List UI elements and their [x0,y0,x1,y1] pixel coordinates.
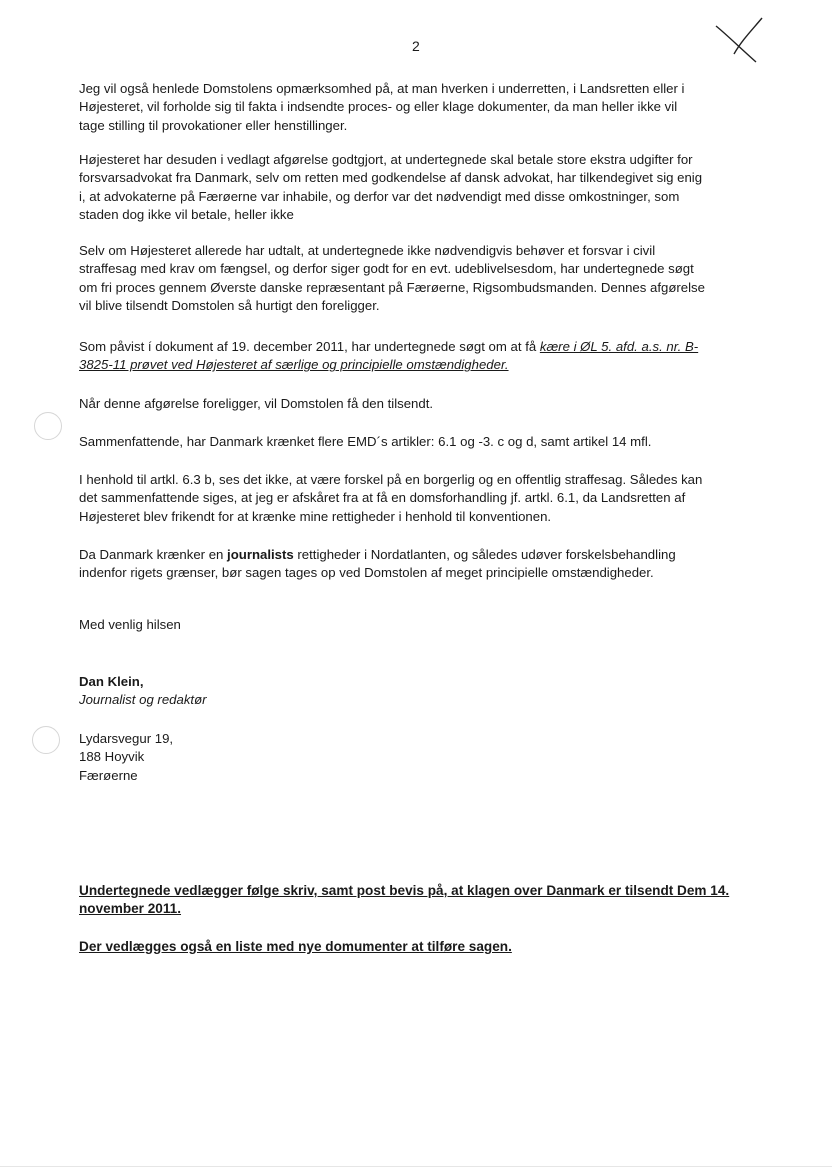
signature-block [79,673,759,710]
page-edge [0,1166,832,1167]
case-reference: kære i ØL 5. afd. a.s. nr. B- [539,339,699,354]
paragraph-1: Jeg vil også henlede Domstolens opmærksomhed på, at man hverken i underretten, i Landsretten eller i Højesteret, vil forholde sig til fakta i indsendte proces- og eller klage dokumenter, da man heller ikke vil tage stilling til provokationer eller henstillinger. [79,81,685,133]
handwritten-x-mark [712,16,768,64]
page-number: 2 [412,38,420,54]
punch-hole-mark [32,726,60,754]
paragraph-6: Sammenfattende, har Danmark krænket flere EMD´s artikler: 6.1 og -3. c og d, samt artikel 14 mfl. [79,434,652,449]
paragraph-4: Som påvist í dokument af 19. december 2011, har undertegnede søgt om at få kære i ØL 5. afd. a.s. nr. B- 3825-11 prøvet ved Højesteret af særlige og principielle omstændigheder. [79,338,759,375]
address-block: Lydarsvegur 19, 188 Hoyvik Færøerne [79,731,174,783]
paragraph-8: Da Danmark krænker en journalists rettigheder i Nordatlanten, og således udøver forskelsbehandling indenfor rigets grænser, bør sagen tages op ved Domstolen af meget principielle omstændigheder. [79,547,676,581]
paragraph-7: I henhold til artkl. 6.3 b, ses det ikke, at være forskel på en borgerlig og en offentlig straffesag. Således kan det sammenfattende siges, at jeg er afskåret fra at få en domsforhandling jf. artkl. 6.1, da Landsretten af Højesteret blev frikendt for at krænke mine rettigheder i henhold til konventionen. [79,472,703,524]
signer-name: Dan Klein, [79,674,144,689]
enclosure-note-2: Der vedlægges også en liste med nye domumenter at tilføre sagen. [79,939,512,954]
paragraph-3: Selv om Højesteret allerede har udtalt, at undertegnede ikke nødvendigvis behøver et forsvar i civil straffesag med krav om fængsel, og derfor siger godt for en evt. udeblivelsesdom, har undertegnede søgt om fri proces gennem Øverste danske repræsentant på Færøerne, Rigsombudsmanden. Dennes afgørelse vil blive tilsendt Domstolen så hurtigt den foreligger. [79,243,705,314]
punch-hole-mark [34,412,62,440]
paragraph-2: Højesteret har desuden i vedlagt afgørelse godtgjort, at undertegnede skal betale store ekstra udgifter for forsvarsadvokat fra Danmark, selv om retten med godkendelse af dansk advokat, har tilkendegivet sig enig i, at advokaterne på Færøerne var inhabile, og derfor var det nødvendigt med disse omkostninger, som staden dog ikke vil betale, heller ikke [79,152,703,223]
enclosure-note-1: Undertegnede vedlægger følge skriv, samt post bevis på, at klagen over Danmark er tilsendt Dem 14. november 2011. [79,883,730,917]
case-reference-continued: 3825-11 prøvet ved Højesteret af særlige og principielle omstændigheder. [79,357,509,373]
closing-greeting: Med venlig hilsen [79,617,181,632]
signer-title: Journalist og redaktør [79,692,207,708]
paragraph-5: Når denne afgørelse foreligger, vil Domstolen få den tilsendt. [79,396,434,411]
